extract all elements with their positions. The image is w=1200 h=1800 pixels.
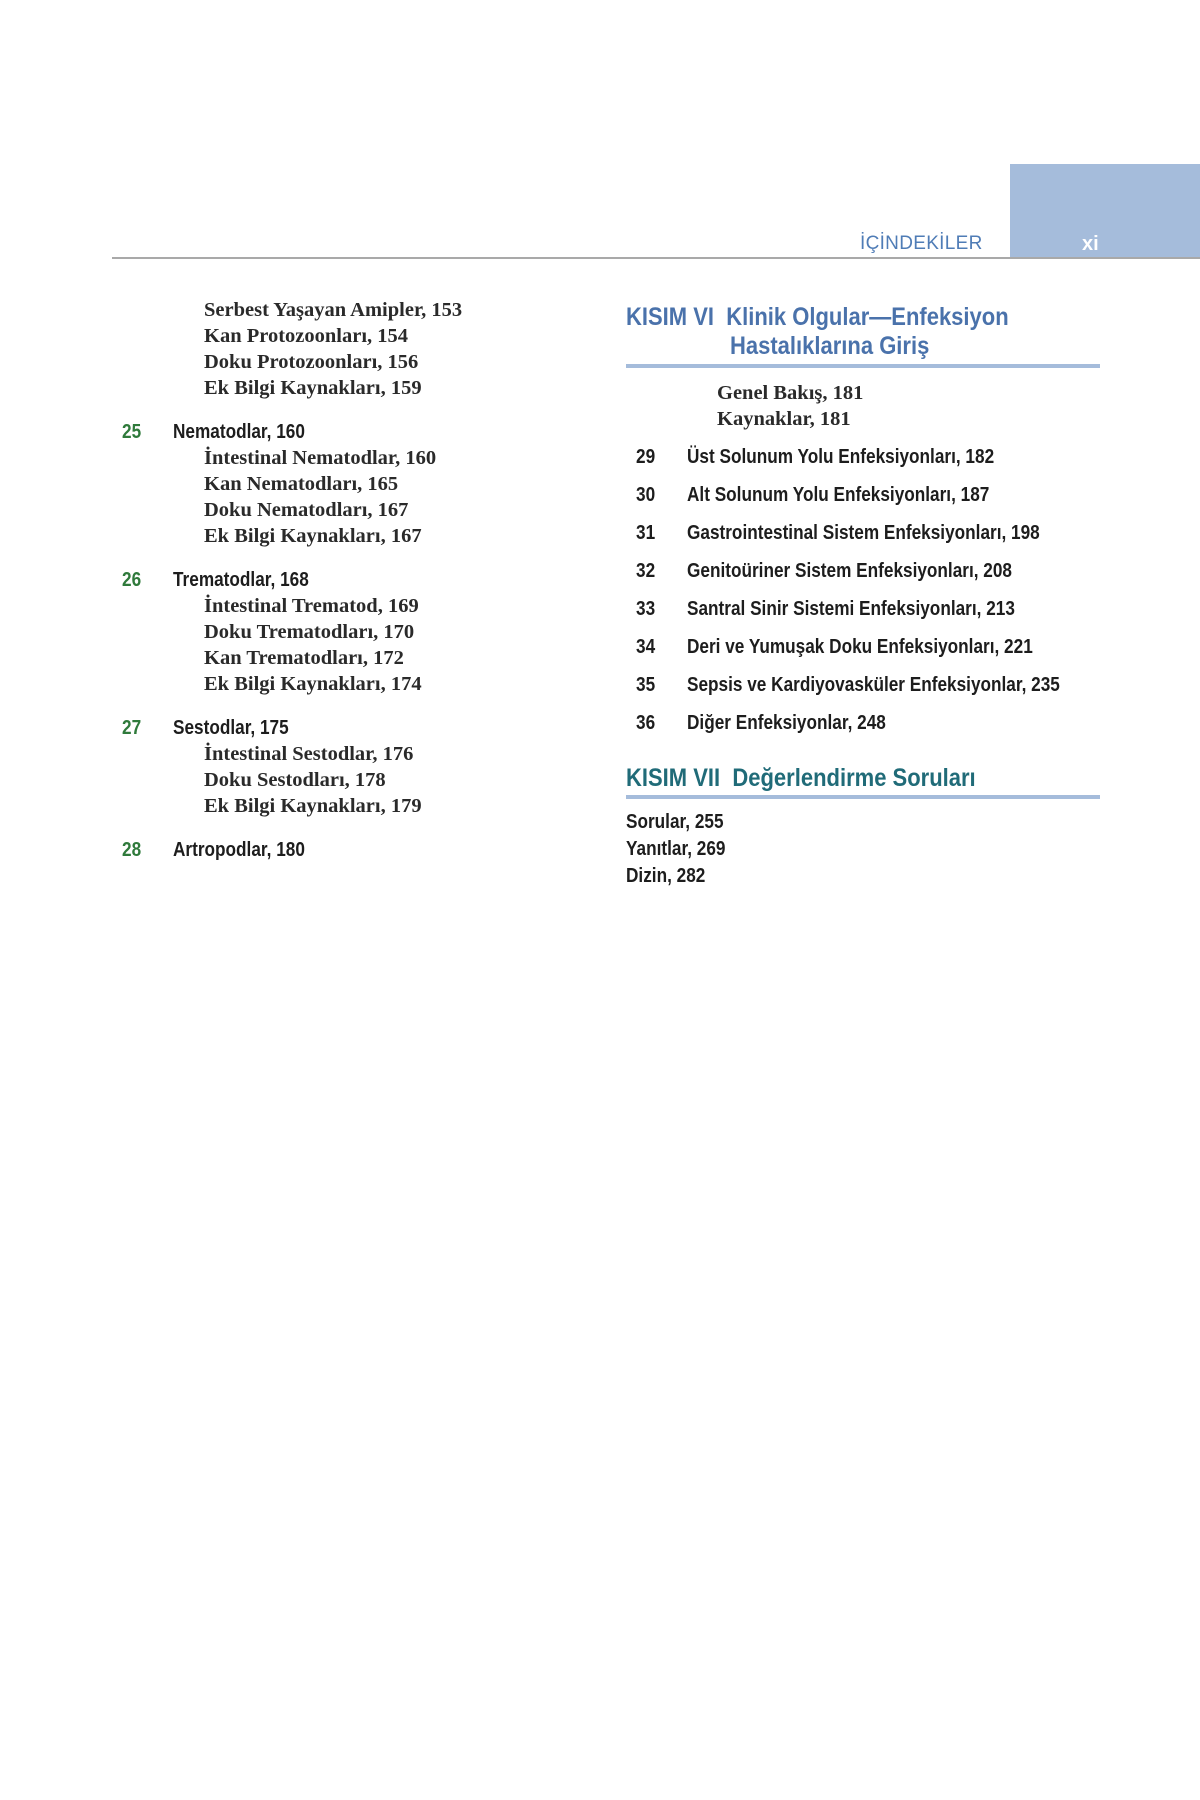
chapter-title: Sepsis ve Kardiyovasküler Enfeksiyonlar, 235 xyxy=(687,674,1060,696)
running-header-title: İÇİNDEKİLER xyxy=(860,233,983,254)
subsection-entry: Ek Bilgi Kaynakları, 179 xyxy=(204,795,422,817)
subsection-entry: Kan Trematodları, 172 xyxy=(204,647,404,669)
chapter-title: Genitoüriner Sistem Enfeksiyonları, 208 xyxy=(687,560,1013,582)
part-vi-rule xyxy=(626,364,1100,368)
subsection-entry: Doku Sestodları, 178 xyxy=(204,769,386,791)
part-vi-title-line2: Hastalıklarına Giriş xyxy=(730,332,930,360)
page-number: xi xyxy=(1082,233,1099,255)
chapter-title: Sestodlar, 175 xyxy=(173,717,289,739)
chapter-number: 32 xyxy=(636,560,656,582)
subsection-entry: Kan Protozoonları, 154 xyxy=(204,325,409,347)
part-vi-heading-line1 xyxy=(626,303,1009,332)
chapter-title: Nematodlar, 160 xyxy=(173,421,305,443)
chapter-title: Deri ve Yumuşak Doku Enfeksiyonları, 221 xyxy=(687,636,1033,658)
header-rule xyxy=(112,257,1200,259)
part-vii-label: KISIM VII xyxy=(626,764,721,792)
chapter-number: 25 xyxy=(122,421,142,443)
subsection-entry: Doku Protozoonları, 156 xyxy=(204,351,419,373)
subsection-entry: Ek Bilgi Kaynakları, 159 xyxy=(204,377,422,399)
chapter-title: Diğer Enfeksiyonlar, 248 xyxy=(687,712,886,734)
part-vii-heading xyxy=(626,764,976,793)
chapter-title: Üst Solunum Yolu Enfeksiyonları, 182 xyxy=(687,446,995,468)
chapter-number: 30 xyxy=(636,484,656,506)
subsection-entry: İntestinal Nematodlar, 160 xyxy=(204,447,437,469)
chapter-number: 35 xyxy=(636,674,656,696)
chapter-number: 34 xyxy=(636,636,656,658)
chapter-title: Artropodlar, 180 xyxy=(173,839,305,861)
chapter-number: 36 xyxy=(636,712,656,734)
chapter-number: 31 xyxy=(636,522,656,544)
subsection-entry: Doku Trematodları, 170 xyxy=(204,621,415,643)
header-page-tab xyxy=(1010,164,1200,259)
chapter-number: 29 xyxy=(636,446,656,468)
chapter-title: Alt Solunum Yolu Enfeksiyonları, 187 xyxy=(687,484,990,506)
chapter-number: 33 xyxy=(636,598,656,620)
part-vii-item: Sorular, 255 xyxy=(626,811,724,833)
subsection-entry: Genel Bakış, 181 xyxy=(717,382,864,404)
subsection-entry: Doku Nematodları, 167 xyxy=(204,499,409,521)
chapter-number: 28 xyxy=(122,839,142,861)
chapter-title: Trematodlar, 168 xyxy=(173,569,309,591)
subsection-entry: Kan Nematodları, 165 xyxy=(204,473,399,495)
chapter-number: 26 xyxy=(122,569,142,591)
part-vii-title: Değerlendirme Soruları xyxy=(732,764,976,792)
chapter-number: 27 xyxy=(122,717,142,739)
part-vi-title-line1: Klinik Olgular—Enfeksiyon xyxy=(726,303,1009,331)
chapter-title: Gastrointestinal Sistem Enfeksiyonları, 198 xyxy=(687,522,1040,544)
subsection-entry: Ek Bilgi Kaynakları, 167 xyxy=(204,525,422,547)
part-vi-label: KISIM VI xyxy=(626,303,715,331)
subsection-entry: İntestinal Trematod, 169 xyxy=(204,595,419,617)
part-vii-item: Dizin, 282 xyxy=(626,865,706,887)
subsection-entry: Serbest Yaşayan Amipler, 153 xyxy=(204,299,463,321)
chapter-title: Santral Sinir Sistemi Enfeksiyonları, 213 xyxy=(687,598,1015,620)
subsection-entry: İntestinal Sestodlar, 176 xyxy=(204,743,414,765)
part-vii-rule xyxy=(626,795,1100,799)
subsection-entry: Ek Bilgi Kaynakları, 174 xyxy=(204,673,422,695)
subsection-entry: Kaynaklar, 181 xyxy=(717,408,851,430)
part-vii-item: Yanıtlar, 269 xyxy=(626,838,726,860)
